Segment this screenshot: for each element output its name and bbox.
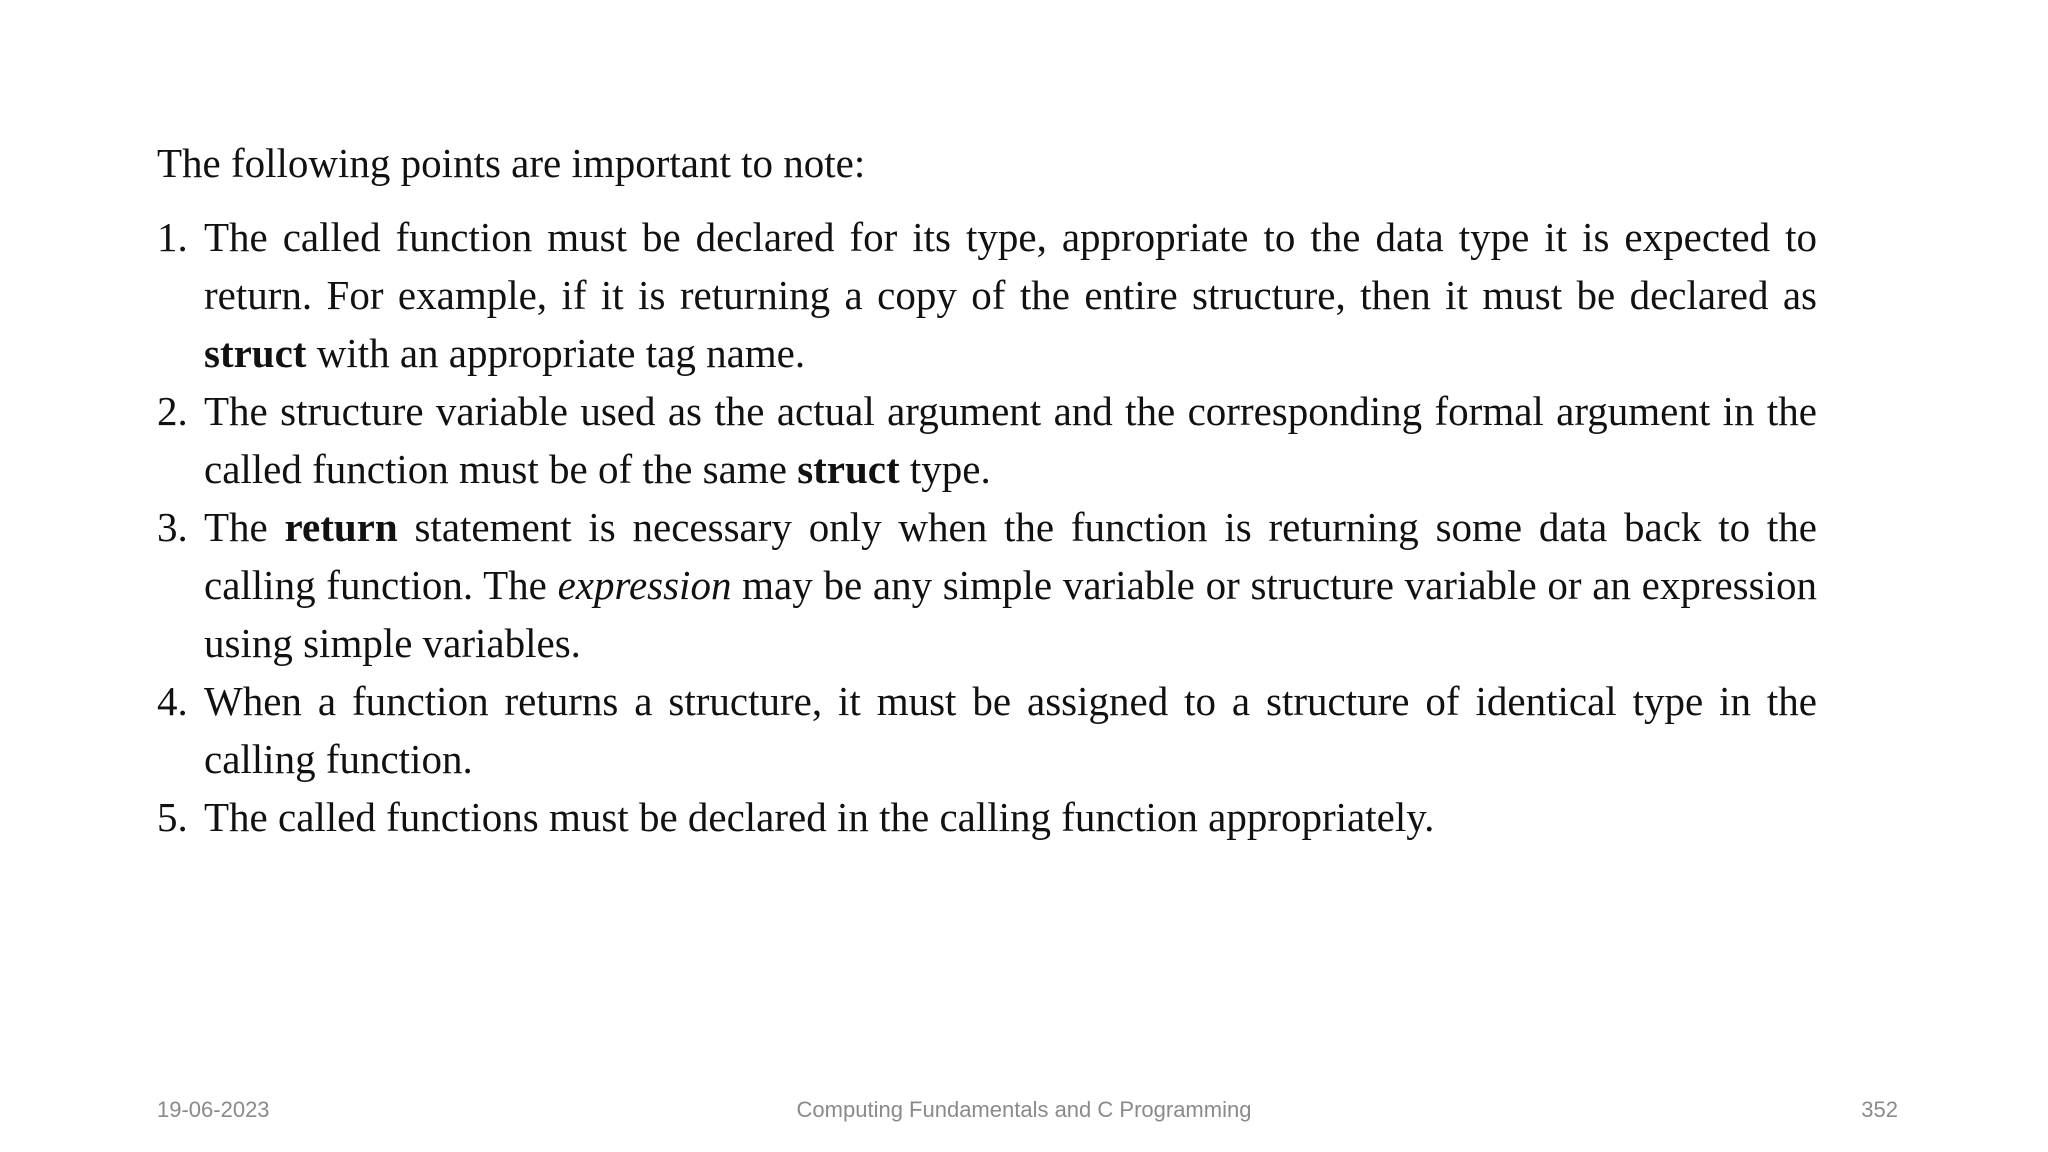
point-text [204,382,1817,498]
list-item [157,498,1817,672]
point-text [204,498,1817,672]
point-number: 4. [157,678,188,724]
slide-content [157,134,1817,846]
footer-title: Computing Fundamentals and C Programming [796,1097,1252,1122]
points-list [157,208,1817,846]
page-number: 352 [1861,1097,1898,1122]
point-text-part: statement is necessary only when the function is returning some data back to the calling function. The [204,504,1817,608]
intro-text: The following points are important to note: [157,140,866,186]
emphasis-expression: expression [557,562,732,608]
list-item [157,208,1817,382]
footer-date: 19-06-2023 [157,1097,270,1122]
keyword-struct: struct [204,330,307,376]
point-number: 3. [157,504,188,550]
point-text-part: type. [899,446,991,492]
keyword-return: return [284,504,398,550]
point-text-part: may be any simple variable or structure variable or an expression using simple variables. [204,562,1817,666]
point-number: 5. [157,794,188,840]
point-text-part: The called function must be declared for its type, appropriate to the data type it is expected to return. For example, if it is returning a copy of the entire structure, then it must be declared as [204,214,1817,318]
list-item [157,672,1817,788]
point-text-part: The [204,504,285,550]
list-item [157,382,1817,498]
point-text: The called functions must be declared in the calling function appropriately. [204,794,1435,840]
point-text-part: The structure variable used as the actual argument and the corresponding formal argument in the called function must be of the same [204,388,1817,492]
point-number: 2. [157,388,188,434]
keyword-struct: struct [797,446,900,492]
list-item [157,788,1817,846]
point-number: 1. [157,214,188,260]
point-text-part: with an appropriate tag name. [306,330,806,376]
point-text [204,208,1817,382]
point-text: When a function returns a structure, it must be assigned to a structure of identical type in the calling function. [204,678,1817,782]
